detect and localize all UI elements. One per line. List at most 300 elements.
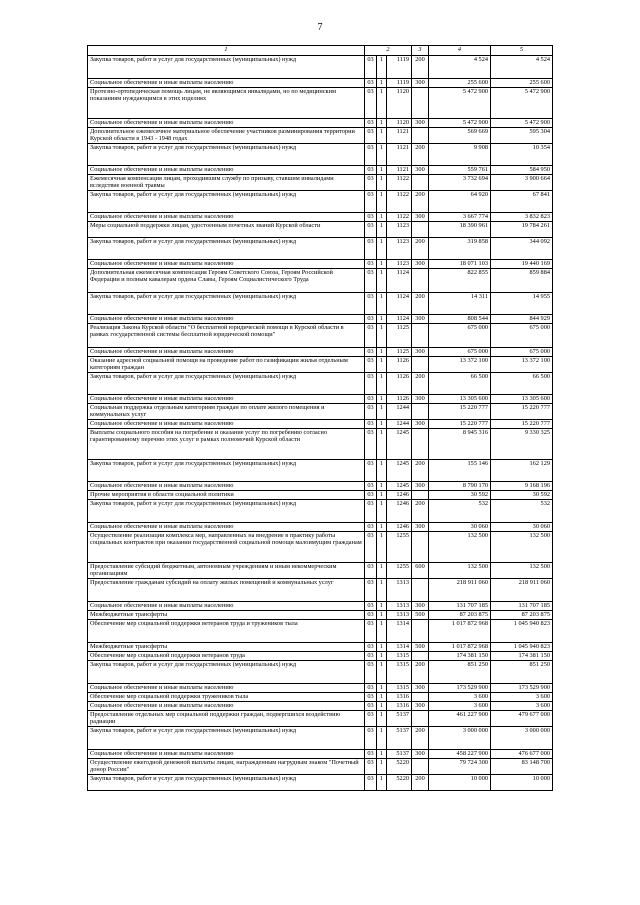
row-subsection: 1 — [377, 643, 387, 652]
row-amount-year-1: 174 381 150 — [429, 652, 491, 661]
row-name: Предоставление отдельных мер социальной поддержки граждан, подвергшихся воздействию радиации — [88, 711, 365, 727]
row-amount-year-1: 1 017 872 968 — [429, 620, 491, 643]
row-name: Осуществление реализации комплекса мер, направленных на внедрение в практику работы социальных контрактов при оказании государственной социальной помощи малоимущим гражданам — [88, 532, 365, 563]
row-expense-type — [412, 693, 429, 702]
row-name: Закупка товаров, работ и услуг для государственных (муниципальных) нужд — [88, 293, 365, 315]
row-amount-year-2: 479 677 000 — [491, 711, 553, 727]
row-name: Социальное обеспечение и иные выплаты населению — [88, 420, 365, 429]
row-amount-year-1: 8 790 170 — [429, 482, 491, 491]
row-subsection: 1 — [377, 684, 387, 693]
row-subsection: 1 — [377, 373, 387, 395]
table-row — [88, 579, 553, 602]
row-subsection: 1 — [377, 500, 387, 523]
row-subsection: 1 — [377, 693, 387, 702]
row-subsection: 1 — [377, 711, 387, 727]
row-amount-year-2: 218 911 060 — [491, 579, 553, 602]
row-name: Социальная поддержка отдельным категориям граждан по оплате жилого помещения и коммунальных услуг — [88, 404, 365, 420]
row-section: 03 — [365, 293, 377, 315]
row-subsection: 1 — [377, 119, 387, 128]
row-subsection: 1 — [377, 395, 387, 404]
row-target-article: 1314 — [387, 643, 412, 652]
row-amount-year-1: 18 390 961 — [429, 222, 491, 238]
row-expense-type — [412, 711, 429, 727]
row-target-article: 1123 — [387, 222, 412, 238]
row-target-article: 1122 — [387, 175, 412, 191]
row-name: Социальное обеспечение и иные выплаты населению — [88, 213, 365, 222]
row-target-article: 1121 — [387, 166, 412, 175]
row-amount-year-2: 3 600 — [491, 693, 553, 702]
row-subsection: 1 — [377, 238, 387, 260]
row-amount-year-1: 9 908 — [429, 144, 491, 166]
table-row — [88, 222, 553, 238]
table-row — [88, 500, 553, 523]
table-row — [88, 420, 553, 429]
row-name: Закупка товаров, работ и услуг для государственных (муниципальных) нужд — [88, 373, 365, 395]
row-expense-type: 200 — [412, 727, 429, 750]
row-name: Закупка товаров, работ и услуг для государственных (муниципальных) нужд — [88, 775, 365, 791]
row-name: Социальное обеспечение и иные выплаты населению — [88, 315, 365, 324]
row-subsection: 1 — [377, 460, 387, 482]
row-expense-type: 500 — [412, 643, 429, 652]
row-amount-year-2: 10 000 — [491, 775, 553, 791]
row-amount-year-1: 4 524 — [429, 56, 491, 79]
row-amount-year-1: 5 472 900 — [429, 119, 491, 128]
row-target-article: 1123 — [387, 260, 412, 269]
row-target-article: 1315 — [387, 661, 412, 684]
table-row — [88, 88, 553, 119]
row-name: Закупка товаров, работ и услуг для государственных (муниципальных) нужд — [88, 727, 365, 750]
row-section: 03 — [365, 128, 377, 144]
row-name: Выплаты социального пособия на погребение и оказание услуг по погребению согласно гарантированному перечню этих услуг в рамках полномочий Курской области — [88, 429, 365, 460]
row-subsection: 1 — [377, 702, 387, 711]
row-name: Закупка товаров, работ и услуг для государственных (муниципальных) нужд — [88, 191, 365, 213]
row-amount-year-2: 844 929 — [491, 315, 553, 324]
row-section: 03 — [365, 643, 377, 652]
row-section: 03 — [365, 88, 377, 119]
row-amount-year-1: 155 146 — [429, 460, 491, 482]
header-col-5: 5 — [491, 46, 553, 56]
row-amount-year-2: 255 600 — [491, 79, 553, 88]
row-section: 03 — [365, 348, 377, 357]
row-section: 03 — [365, 482, 377, 491]
row-amount-year-1: 5 472 900 — [429, 88, 491, 119]
row-target-article: 1122 — [387, 191, 412, 213]
row-section: 03 — [365, 260, 377, 269]
table-row — [88, 750, 553, 759]
row-target-article: 1125 — [387, 348, 412, 357]
row-amount-year-1: 30 592 — [429, 491, 491, 500]
row-expense-type: 200 — [412, 661, 429, 684]
row-subsection: 1 — [377, 523, 387, 532]
row-target-article: 5220 — [387, 759, 412, 775]
row-amount-year-2: 5 472 900 — [491, 119, 553, 128]
row-subsection: 1 — [377, 175, 387, 191]
header-col-2: 2 — [365, 46, 412, 56]
row-expense-type: 300 — [412, 166, 429, 175]
row-target-article: 1124 — [387, 315, 412, 324]
row-amount-year-2: 3 832 823 — [491, 213, 553, 222]
row-amount-year-1: 79 724 300 — [429, 759, 491, 775]
row-subsection: 1 — [377, 652, 387, 661]
row-expense-type: 500 — [412, 611, 429, 620]
row-target-article: 1119 — [387, 56, 412, 79]
row-section: 03 — [365, 491, 377, 500]
table-row — [88, 702, 553, 711]
row-name: Межбюджетные трансферты — [88, 611, 365, 620]
row-name: Осуществление ежегодной денежной выплаты лицам, награжденным нагрудным знаком "Почетный донор России" — [88, 759, 365, 775]
row-target-article: 1246 — [387, 500, 412, 523]
row-target-article: 5137 — [387, 750, 412, 759]
row-amount-year-1: 10 000 — [429, 775, 491, 791]
row-amount-year-1: 1 017 872 968 — [429, 643, 491, 652]
row-target-article: 1316 — [387, 693, 412, 702]
row-expense-type — [412, 324, 429, 348]
row-expense-type: 300 — [412, 315, 429, 324]
row-amount-year-2: 3 600 — [491, 702, 553, 711]
table-row — [88, 213, 553, 222]
row-name: Реализация Закона Курской области "О бесплатной юридической помощи в Курской области в рамках государственной системы бесплатной юридической помощи" — [88, 324, 365, 348]
row-name: Социальное обеспечение и иные выплаты населению — [88, 702, 365, 711]
table-row — [88, 395, 553, 404]
row-section: 03 — [365, 324, 377, 348]
row-amount-year-2: 19 784 261 — [491, 222, 553, 238]
row-subsection: 1 — [377, 491, 387, 500]
table-row — [88, 602, 553, 611]
row-name: Социальное обеспечение и иные выплаты населению — [88, 750, 365, 759]
row-amount-year-2: 5 472 900 — [491, 88, 553, 119]
row-target-article: 1120 — [387, 119, 412, 128]
row-name: Ежемесячная компенсация лицам, проходившим службу по призыву, ставшим инвалидами вследствие военной травмы — [88, 175, 365, 191]
row-expense-type: 300 — [412, 395, 429, 404]
row-subsection: 1 — [377, 775, 387, 791]
row-subsection: 1 — [377, 532, 387, 563]
row-amount-year-2: 132 500 — [491, 563, 553, 579]
table-row — [88, 711, 553, 727]
row-amount-year-1: 131 707 185 — [429, 602, 491, 611]
row-subsection: 1 — [377, 260, 387, 269]
table-row — [88, 315, 553, 324]
row-expense-type — [412, 222, 429, 238]
table-body — [88, 56, 553, 791]
row-name: Протезно-ортопедическая помощь лицам, не являющимся инвалидами, но по медицинским показаниям нуждающимся в этих изделиях — [88, 88, 365, 119]
row-section: 03 — [365, 144, 377, 166]
row-name: Закупка товаров, работ и услуг для государственных (муниципальных) нужд — [88, 460, 365, 482]
row-section: 03 — [365, 315, 377, 324]
table-row — [88, 532, 553, 563]
row-section: 03 — [365, 460, 377, 482]
row-expense-type: 200 — [412, 238, 429, 260]
row-expense-type: 300 — [412, 348, 429, 357]
row-section: 03 — [365, 175, 377, 191]
row-expense-type: 300 — [412, 750, 429, 759]
table-row — [88, 175, 553, 191]
table-row — [88, 620, 553, 643]
row-section: 03 — [365, 611, 377, 620]
row-subsection: 1 — [377, 579, 387, 602]
header-col-4: 4 — [429, 46, 491, 56]
row-amount-year-1: 218 911 060 — [429, 579, 491, 602]
row-section: 03 — [365, 775, 377, 791]
row-section: 03 — [365, 727, 377, 750]
table-row — [88, 684, 553, 693]
row-amount-year-2: 30 060 — [491, 523, 553, 532]
row-amount-year-1: 8 945 316 — [429, 429, 491, 460]
row-amount-year-2: 87 203 875 — [491, 611, 553, 620]
row-expense-type — [412, 269, 429, 293]
row-name: Обеспечение мер социальной поддержки ветеранов труда — [88, 652, 365, 661]
row-amount-year-2: 859 884 — [491, 269, 553, 293]
row-expense-type: 300 — [412, 260, 429, 269]
row-amount-year-1: 15 220 777 — [429, 404, 491, 420]
row-target-article: 1120 — [387, 88, 412, 119]
row-subsection: 1 — [377, 269, 387, 293]
row-name: Межбюджетные трансферты — [88, 643, 365, 652]
table-row — [88, 727, 553, 750]
row-subsection: 1 — [377, 315, 387, 324]
row-section: 03 — [365, 759, 377, 775]
row-expense-type: 200 — [412, 500, 429, 523]
row-amount-year-1: 30 060 — [429, 523, 491, 532]
row-amount-year-2: 83 148 700 — [491, 759, 553, 775]
table-row — [88, 128, 553, 144]
row-subsection: 1 — [377, 429, 387, 460]
table-row — [88, 693, 553, 702]
row-target-article: 1316 — [387, 702, 412, 711]
table-row — [88, 611, 553, 620]
row-subsection: 1 — [377, 750, 387, 759]
table-row — [88, 429, 553, 460]
row-amount-year-2: 13 372 100 — [491, 357, 553, 373]
table-row — [88, 460, 553, 482]
row-section: 03 — [365, 222, 377, 238]
row-section: 03 — [365, 523, 377, 532]
row-amount-year-1: 559 761 — [429, 166, 491, 175]
table-row — [88, 775, 553, 791]
table-row — [88, 260, 553, 269]
row-expense-type — [412, 175, 429, 191]
row-subsection: 1 — [377, 324, 387, 348]
row-subsection: 1 — [377, 661, 387, 684]
row-expense-type: 300 — [412, 79, 429, 88]
row-amount-year-2: 67 841 — [491, 191, 553, 213]
row-section: 03 — [365, 238, 377, 260]
row-target-article: 1124 — [387, 269, 412, 293]
row-amount-year-1: 3 600 — [429, 693, 491, 702]
row-target-article: 1126 — [387, 395, 412, 404]
row-expense-type: 200 — [412, 460, 429, 482]
row-subsection: 1 — [377, 727, 387, 750]
row-target-article: 1121 — [387, 144, 412, 166]
row-target-article: 1313 — [387, 611, 412, 620]
row-amount-year-2: 15 220 777 — [491, 420, 553, 429]
row-expense-type: 600 — [412, 563, 429, 579]
row-subsection: 1 — [377, 144, 387, 166]
row-expense-type — [412, 128, 429, 144]
row-section: 03 — [365, 56, 377, 79]
row-expense-type: 200 — [412, 373, 429, 395]
table-row — [88, 191, 553, 213]
row-name: Прочие мероприятия в области социальной политики — [88, 491, 365, 500]
table-row — [88, 79, 553, 88]
row-amount-year-2: 162 129 — [491, 460, 553, 482]
row-amount-year-1: 173 529 900 — [429, 684, 491, 693]
row-name: Закупка товаров, работ и услуг для государственных (муниципальных) нужд — [88, 144, 365, 166]
row-subsection: 1 — [377, 611, 387, 620]
row-section: 03 — [365, 404, 377, 420]
row-amount-year-2: 3 000 000 — [491, 727, 553, 750]
row-amount-year-2: 675 000 — [491, 348, 553, 357]
row-expense-type: 300 — [412, 523, 429, 532]
row-expense-type — [412, 491, 429, 500]
row-section: 03 — [365, 79, 377, 88]
row-target-article: 1121 — [387, 128, 412, 144]
row-amount-year-2: 19 440 169 — [491, 260, 553, 269]
row-section: 03 — [365, 213, 377, 222]
row-name: Меры социальной поддержки лицам, удостоенным почетных званий Курской области — [88, 222, 365, 238]
row-section: 03 — [365, 269, 377, 293]
row-amount-year-1: 3 600 — [429, 702, 491, 711]
row-amount-year-2: 9 168 196 — [491, 482, 553, 491]
row-target-article: 1244 — [387, 404, 412, 420]
row-expense-type — [412, 759, 429, 775]
row-name: Социальное обеспечение и иные выплаты населению — [88, 119, 365, 128]
row-expense-type: 200 — [412, 775, 429, 791]
row-section: 03 — [365, 620, 377, 643]
row-subsection: 1 — [377, 482, 387, 491]
row-amount-year-1: 132 500 — [429, 532, 491, 563]
row-section: 03 — [365, 652, 377, 661]
row-subsection: 1 — [377, 404, 387, 420]
row-section: 03 — [365, 357, 377, 373]
header-col-3: 3 — [412, 46, 429, 56]
row-expense-type: 300 — [412, 213, 429, 222]
row-name: Социальное обеспечение и иные выплаты населению — [88, 395, 365, 404]
row-subsection: 1 — [377, 348, 387, 357]
table-row — [88, 166, 553, 175]
row-amount-year-2: 4 524 — [491, 56, 553, 79]
row-amount-year-2: 595 304 — [491, 128, 553, 144]
row-subsection: 1 — [377, 79, 387, 88]
row-expense-type: 200 — [412, 144, 429, 166]
row-amount-year-1: 458 227 900 — [429, 750, 491, 759]
row-name: Социальное обеспечение и иные выплаты населению — [88, 482, 365, 491]
row-expense-type: 200 — [412, 56, 429, 79]
row-target-article: 5220 — [387, 775, 412, 791]
row-name: Социальное обеспечение и иные выплаты населению — [88, 684, 365, 693]
row-amount-year-1: 64 920 — [429, 191, 491, 213]
row-name: Социальное обеспечение и иные выплаты населению — [88, 260, 365, 269]
row-target-article: 1122 — [387, 213, 412, 222]
row-name: Предоставление субсидий бюджетным, автономным учреждениям и иным некоммерческим организациям — [88, 563, 365, 579]
row-amount-year-1: 3 000 000 — [429, 727, 491, 750]
table-row — [88, 238, 553, 260]
row-target-article: 1126 — [387, 357, 412, 373]
row-amount-year-1: 3 732 694 — [429, 175, 491, 191]
row-expense-type — [412, 404, 429, 420]
row-subsection: 1 — [377, 357, 387, 373]
row-target-article: 1123 — [387, 238, 412, 260]
row-amount-year-2: 9 330 325 — [491, 429, 553, 460]
row-amount-year-1: 13 372 100 — [429, 357, 491, 373]
budget-table — [87, 45, 553, 791]
row-amount-year-2: 1 045 940 823 — [491, 643, 553, 652]
row-expense-type — [412, 88, 429, 119]
row-subsection: 1 — [377, 563, 387, 579]
table-row — [88, 759, 553, 775]
row-amount-year-2: 476 677 000 — [491, 750, 553, 759]
row-amount-year-1: 675 000 — [429, 324, 491, 348]
row-section: 03 — [365, 395, 377, 404]
row-expense-type: 300 — [412, 702, 429, 711]
row-amount-year-1: 18 071 103 — [429, 260, 491, 269]
row-amount-year-2: 66 500 — [491, 373, 553, 395]
row-subsection: 1 — [377, 420, 387, 429]
row-amount-year-2: 344 092 — [491, 238, 553, 260]
row-section: 03 — [365, 532, 377, 563]
row-amount-year-2: 675 000 — [491, 324, 553, 348]
row-name: Закупка товаров, работ и услуг для государственных (муниципальных) нужд — [88, 238, 365, 260]
page-number: 7 — [317, 22, 323, 33]
row-section: 03 — [365, 702, 377, 711]
row-expense-type: 200 — [412, 191, 429, 213]
row-target-article: 1245 — [387, 482, 412, 491]
row-subsection: 1 — [377, 222, 387, 238]
row-subsection: 1 — [377, 213, 387, 222]
row-subsection: 1 — [377, 191, 387, 213]
row-target-article: 1315 — [387, 684, 412, 693]
table-row — [88, 324, 553, 348]
table-header-row — [88, 46, 553, 56]
row-section: 03 — [365, 191, 377, 213]
table-row — [88, 373, 553, 395]
row-amount-year-2: 584 950 — [491, 166, 553, 175]
row-section: 03 — [365, 750, 377, 759]
row-amount-year-2: 1 045 940 823 — [491, 620, 553, 643]
row-section: 03 — [365, 563, 377, 579]
row-target-article: 5137 — [387, 711, 412, 727]
header-col-1: 1 — [88, 46, 365, 56]
table-row — [88, 119, 553, 128]
row-target-article: 1246 — [387, 523, 412, 532]
row-name: Социальное обеспечение и иные выплаты населению — [88, 166, 365, 175]
row-target-article: 1125 — [387, 324, 412, 348]
row-amount-year-2: 30 592 — [491, 491, 553, 500]
row-section: 03 — [365, 661, 377, 684]
row-name: Социальное обеспечение и иные выплаты населению — [88, 79, 365, 88]
table-row — [88, 491, 553, 500]
row-subsection: 1 — [377, 759, 387, 775]
row-subsection: 1 — [377, 56, 387, 79]
row-section: 03 — [365, 166, 377, 175]
row-expense-type — [412, 429, 429, 460]
row-amount-year-2: 174 381 150 — [491, 652, 553, 661]
table-row — [88, 643, 553, 652]
row-target-article: 1313 — [387, 579, 412, 602]
row-name: Дополнительная ежемесячная компенсация Героям Советского Союза, Героям Российской Федерации и полным кавалерам ордена Славы, Героям Социалистического Труда — [88, 269, 365, 293]
row-target-article: 1314 — [387, 620, 412, 643]
row-subsection: 1 — [377, 602, 387, 611]
table-row — [88, 56, 553, 79]
row-amount-year-1: 14 311 — [429, 293, 491, 315]
row-section: 03 — [365, 579, 377, 602]
table-row — [88, 293, 553, 315]
row-target-article: 1313 — [387, 602, 412, 611]
table-row — [88, 357, 553, 373]
row-amount-year-1: 319 858 — [429, 238, 491, 260]
row-amount-year-2: 13 305 600 — [491, 395, 553, 404]
row-name: Оказание адресной социальной помощи на проведение работ по газификации жилья отдельным категориям граждан — [88, 357, 365, 373]
row-expense-type: 300 — [412, 602, 429, 611]
